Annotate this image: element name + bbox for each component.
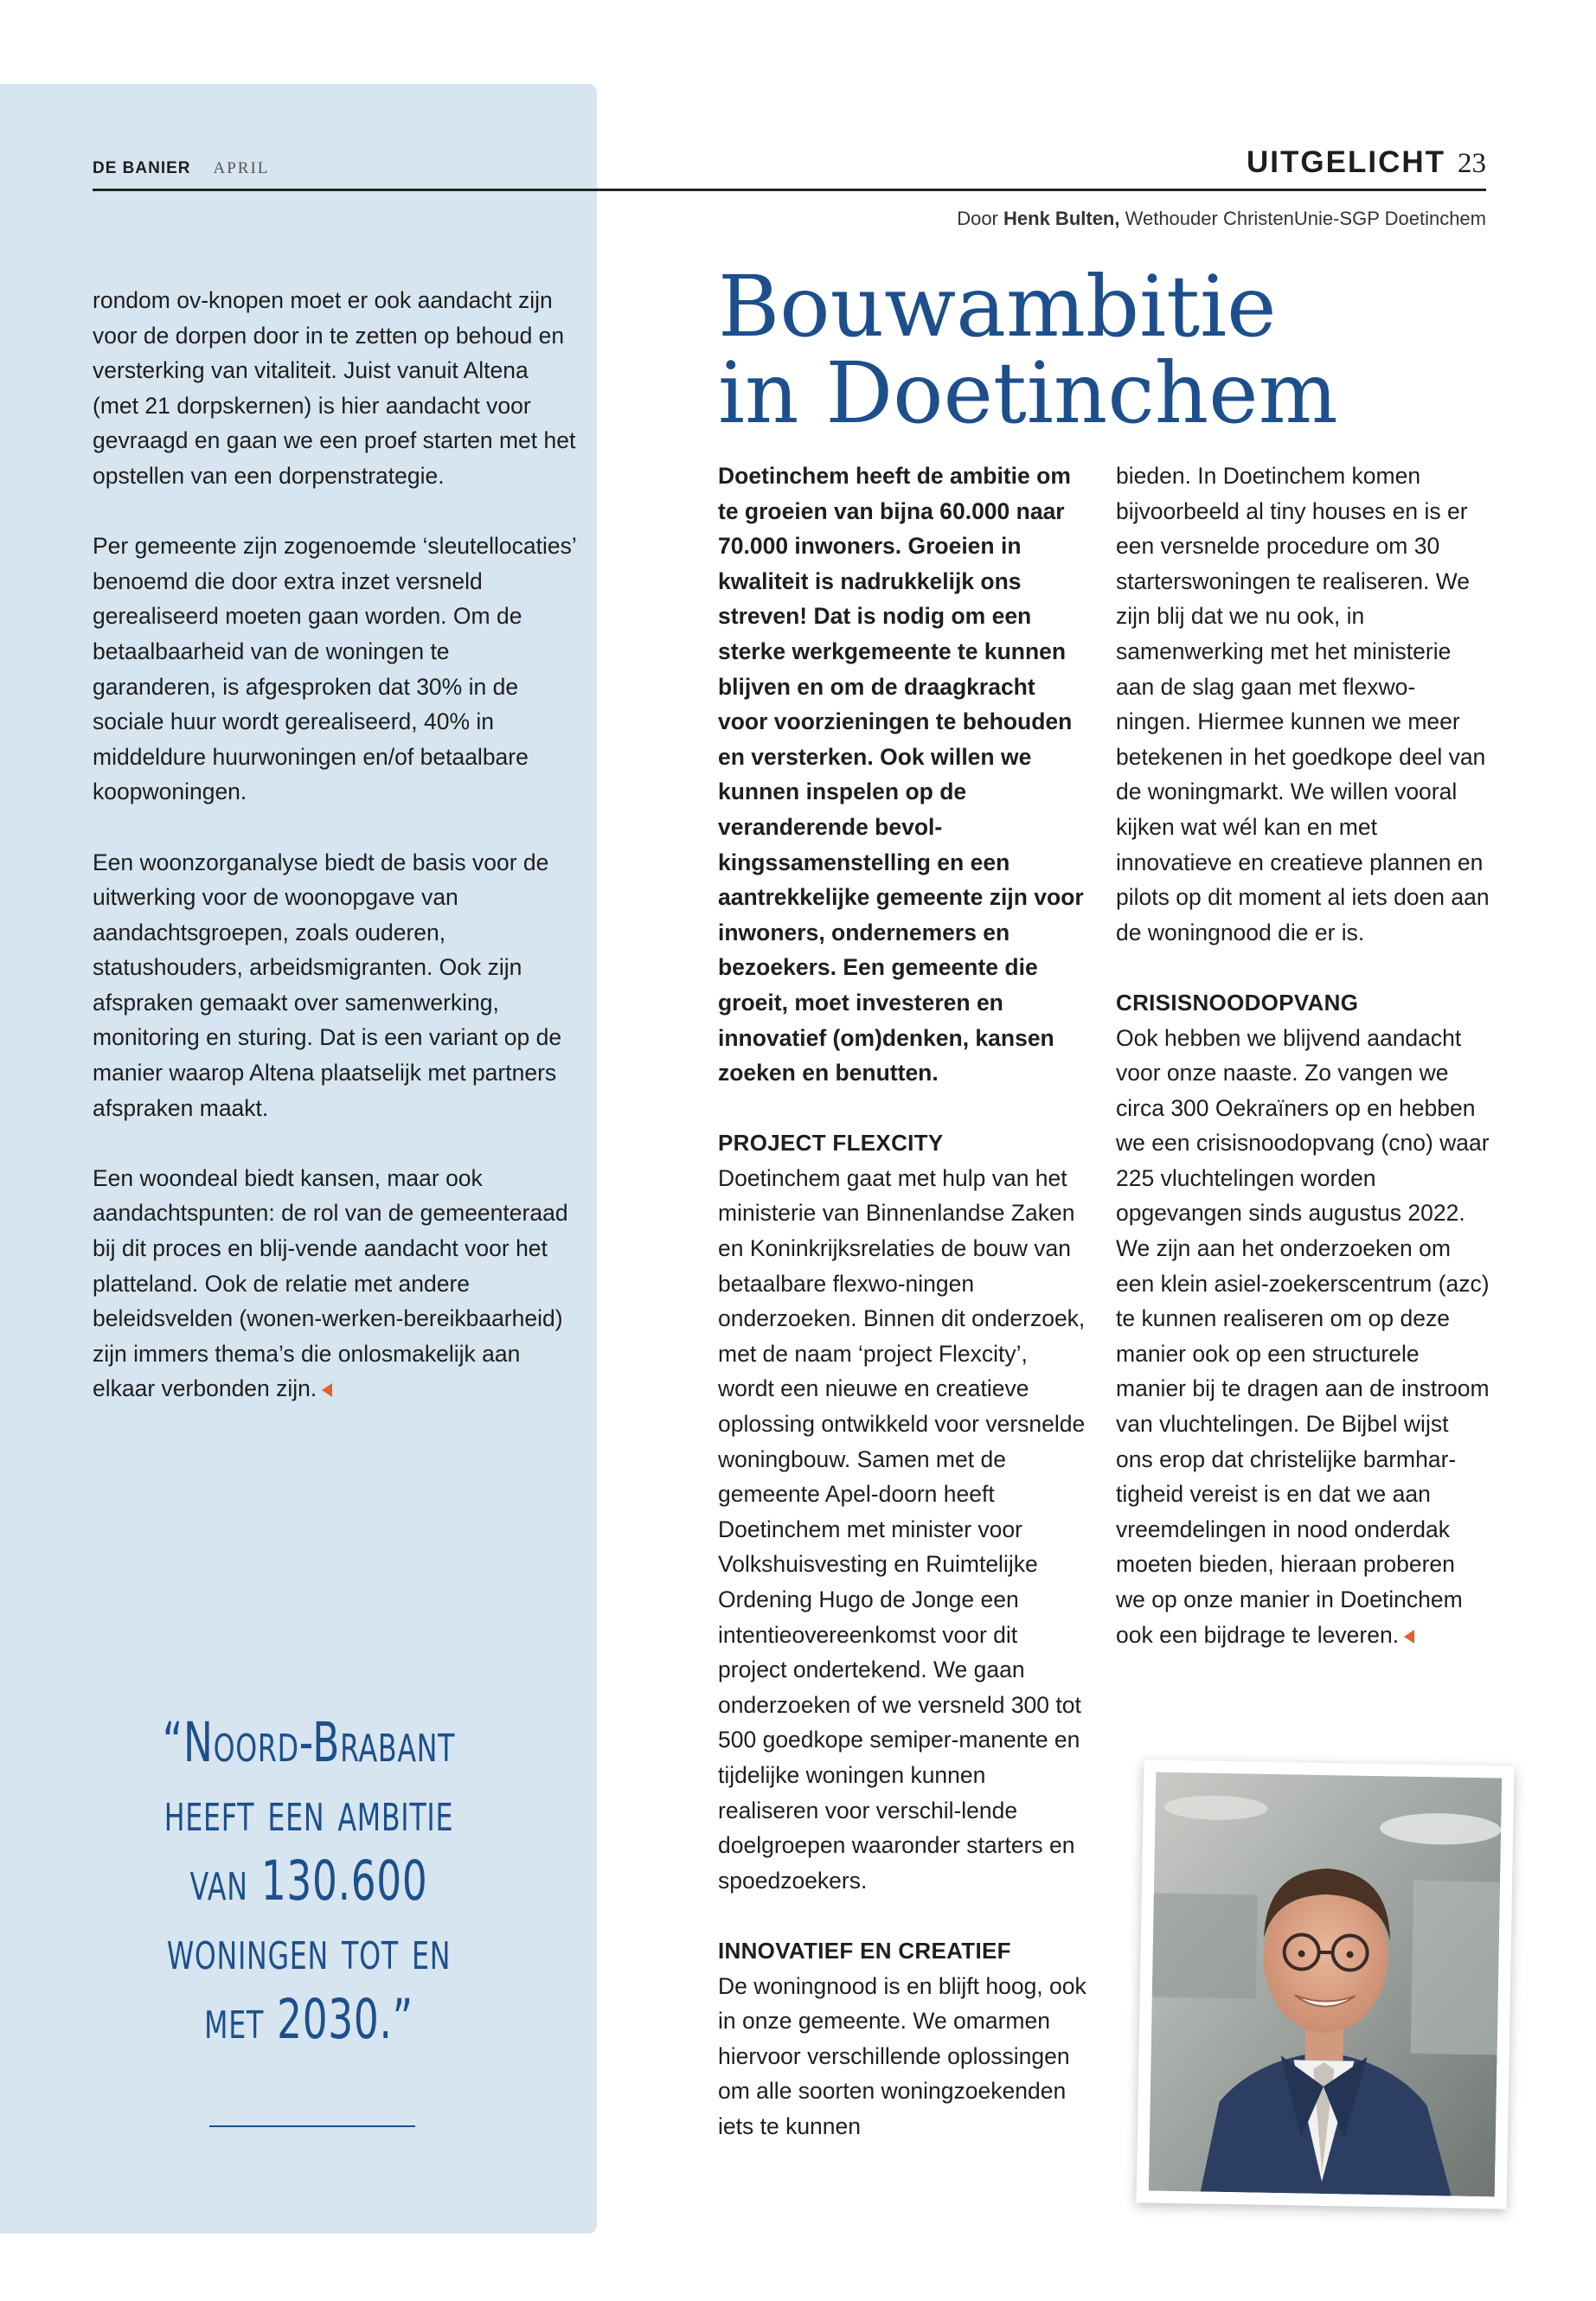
header-rule xyxy=(597,189,1486,191)
sidebar-paragraph-3: Een woonzorganalyse biedt de basis voor de uitwerking voor de woonopgave van aandachtsgroepen, zoals ouderen, statushouders, arbeidsmigranten. Ook zijn afspraken gemaakt over samenwerking, monitoring en sturing. Dat is een variant op de manier waarop Altena plaatselijk met partners afspraken maakt. xyxy=(93,849,562,1121)
article-title xyxy=(718,258,1338,442)
header-left xyxy=(93,159,269,178)
section-text-crisisnoodopvang xyxy=(1116,1021,1490,1653)
header-right xyxy=(1247,145,1486,180)
article-continuation: bieden. In Doetinchem komen bijvoorbeeld al tiny houses en is er een versnelde procedure om 30 starterswoningen te realiseren. We zijn blij dat we nu ook, in samenwerking met het ministerie aan de slag gaan met flexwo-ningen. Hiermee kunnen we meer betekenen in het goedkope deel van de woningmarkt. We willen vooral kijken wat wél kan en met innovatieve en creatieve plannen en pilots op dit moment al iets doen aan de woningnood die er is. xyxy=(1116,463,1490,945)
pull-quote-rule xyxy=(209,2125,415,2127)
section-heading-crisisnoodopvang: CRISISNOODOPVANG xyxy=(1116,989,1359,1016)
sidebar-paragraph-2: Per gemeente zijn zogenoemde ‘sleutellocaties’ benoemd die door extra inzet versneld gerealiseerd moeten gaan worden. Om de betaalbaarheid van de woningen te garanderen, is afgesproken dat 30% in de sociale huur wordt gerealiseerd, 40% in middeldure huurwoningen en/of betaalbare koopwoningen. xyxy=(93,533,576,805)
byline-role: Wethouder ChristenUnie-SGP Doetinchem xyxy=(1125,208,1486,229)
section-text-crisisnoodopvang-body: Ook hebben we blijvend aandacht voor onze naaste. Zo vangen we circa 300 Oekraïners op en hebben we een crisisnoodopvang (cno) waar 225 vluchtelingen worden opgevangen sinds augustus 2022. We zijn aan het onderzoeken om een klein asiel-zoekerscentrum (azc) te kunnen realiseren om op deze manier ook op een structurele manier bij te dragen aan de instroom van vluchtelingen. De Bijbel wijst ons erop dat christelijke barmhar-tigheid vereist is en dat we aan vreemdelingen in nood onderdak moeten bieden, hieraan proberen we op onze manier in Doetinchem ook een bijdrage te leveren. xyxy=(1116,1024,1490,1648)
article-lead: Doetinchem heeft de ambitie om te groeien van bijna 60.000 naar 70.000 inwoners. Groeien in kwaliteit is nadrukkelijk ons streven! Dat is nodig om een sterke werkgemeente te kunnen blijven en om de draagkracht voor voorzieningen te behouden en versterken. Ook willen we kunnen inspelen op de veranderende bevol-kingssamenstelling en een aantrekkelijke gemeente zijn voor inwoners, ondernemers en bezoekers. Een gemeente die groeit, moet investeren en innovatief (om)denken, kansen zoeken en benutten. xyxy=(718,463,1084,1086)
header-rule-left xyxy=(93,189,597,191)
byline-prefix: Door xyxy=(957,208,998,229)
author-portrait-image xyxy=(1149,1772,1502,2197)
sidebar-column xyxy=(93,283,577,1407)
article-column-2 xyxy=(1116,458,1490,1652)
sidebar-paragraph-4-text: Een woondeal biedt kansen, maar ook aandachtspunten: de rol van de gemeenteraad bij dit proces en blij-vende aandacht voor het platteland. Ook de relatie met andere beleidsvelden (wonen-werken-bereikbaarheid) zijn immers thema’s die onlosmakelijk aan elkaar verbonden zijn. xyxy=(93,1164,568,1402)
article-column-1 xyxy=(718,458,1090,2144)
author-photo xyxy=(1137,1759,1515,2208)
title-line-2: in Doetinchem xyxy=(718,344,1338,442)
byline-author: Henk Bulten, xyxy=(1003,208,1120,229)
page-header xyxy=(93,145,1486,190)
section-heading-flexcity: PROJECT FLEXCITY xyxy=(718,1130,944,1157)
end-mark-icon xyxy=(322,1383,332,1397)
section-label: UITGELICHT xyxy=(1247,145,1445,179)
section-text-flexcity: Doetinchem gaat met hulp van het ministerie van Binnenlandse Zaken en Koninkrijksrelaties de bouw van betaalbare flexwo-ningen onderzoeken. Binnen dit onderzoek, met de naam ‘project Flexcity’, wordt een nieuwe en creatieve oplossing ontwikkeld voor versnelde woningbouw. Samen met de gemeente Apel-doorn heeft Doetinchem met minister voor Volkshuisvesting en Ruimtelijke Ordening Hugo de Jonge een intentieovereenkomst voor dit project ondertekend. We gaan onderzoeken of we versneld 300 tot 500 goedkope semiper-manente en tijdelijke woningen kunnen realiseren voor verschil-lende doelgroepen waaronder starters en spoedzoekers. xyxy=(718,1164,1086,1894)
title-line-1: Bouwambitie xyxy=(718,258,1277,356)
section-heading-innovatief: INNOVATIEF EN CREATIEF xyxy=(718,1937,1011,1964)
byline xyxy=(957,208,1486,230)
pull-quote: “Noord-Brabant heeft een ambitie van 130.600 woningen tot en met 2030.” xyxy=(162,1711,456,2051)
end-mark-icon xyxy=(1404,1630,1414,1644)
sidebar-paragraph-4 xyxy=(93,1161,577,1407)
page-number: 23 xyxy=(1458,148,1486,179)
section-text-innovatief: De woningnood is en blijft hoog, ook in onze gemeente. We omarmen hiervoor verschillende oplossingen om alle soorten woningzoekenden iets te kunnen xyxy=(718,1972,1086,2139)
publication-name: DE BANIER xyxy=(93,159,191,177)
sidebar-paragraph-1: rondom ov-knopen moet er ook aandacht zijn voor de dorpen door in te zetten op behoud en versterking van vitaliteit. Juist vanuit Altena (met 21 dorpskernen) is hier aandacht voor gevraagd en gaan we een proef starten met het opstellen van een dorpenstrategie. xyxy=(93,287,576,489)
issue-month: APRIL xyxy=(213,159,270,177)
